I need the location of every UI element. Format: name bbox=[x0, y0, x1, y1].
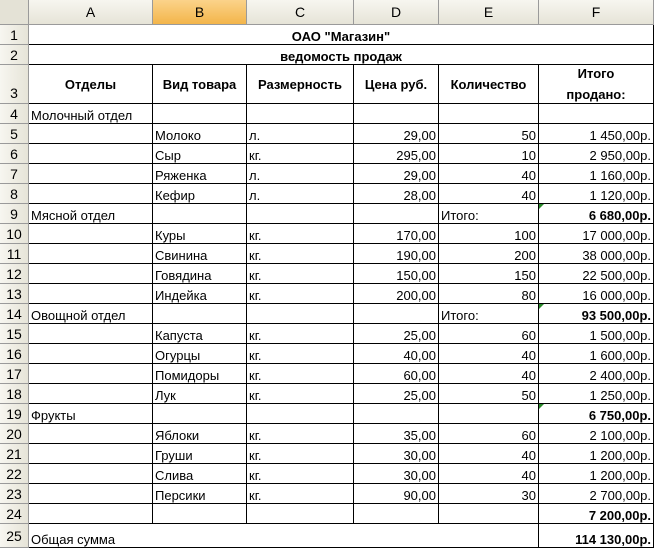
cell-b5[interactable]: Молоко bbox=[153, 124, 247, 144]
cell-c15[interactable]: кг. bbox=[247, 324, 354, 344]
row-header-24[interactable]: 24 bbox=[0, 504, 29, 524]
cell-c11[interactable]: кг. bbox=[247, 244, 354, 264]
cell-d19[interactable] bbox=[354, 404, 439, 424]
cell-e13[interactable]: 80 bbox=[439, 284, 539, 304]
cell-f23[interactable]: 2 700,00р. bbox=[539, 484, 654, 504]
cell-b7[interactable]: Ряженка bbox=[153, 164, 247, 184]
cell-f10[interactable]: 17 000,00р. bbox=[539, 224, 654, 244]
cell-a5[interactable] bbox=[29, 124, 153, 144]
cell-c12[interactable]: кг. bbox=[247, 264, 354, 284]
cell-b23[interactable]: Персики bbox=[153, 484, 247, 504]
cell-e9[interactable]: Итого: bbox=[439, 204, 539, 224]
cell-c6[interactable]: кг. bbox=[247, 144, 354, 164]
header-c[interactable]: Размерность bbox=[247, 65, 354, 104]
column-header-b[interactable]: B bbox=[153, 0, 247, 25]
cell-d20[interactable]: 35,00 bbox=[354, 424, 439, 444]
row-header-9[interactable]: 9 bbox=[0, 204, 29, 224]
cell-e20[interactable]: 60 bbox=[439, 424, 539, 444]
cell-d16[interactable]: 40,00 bbox=[354, 344, 439, 364]
cell-d9[interactable] bbox=[354, 204, 439, 224]
cell-e5[interactable]: 50 bbox=[439, 124, 539, 144]
cell-b19[interactable] bbox=[153, 404, 247, 424]
row-header-3[interactable]: 3 bbox=[0, 65, 29, 104]
cell-e16[interactable]: 40 bbox=[439, 344, 539, 364]
cell-f6[interactable]: 2 950,00р. bbox=[539, 144, 654, 164]
cell-a4[interactable]: Молочный отдел bbox=[29, 104, 153, 124]
row-header-1[interactable]: 1 bbox=[0, 25, 29, 45]
cell-e21[interactable]: 40 bbox=[439, 444, 539, 464]
header-a[interactable]: Отделы bbox=[29, 65, 153, 104]
cell-c22[interactable]: кг. bbox=[247, 464, 354, 484]
cell-f7[interactable]: 1 160,00р. bbox=[539, 164, 654, 184]
cell-d5[interactable]: 29,00 bbox=[354, 124, 439, 144]
cell-d18[interactable]: 25,00 bbox=[354, 384, 439, 404]
cell-f25[interactable]: 114 130,00р. bbox=[539, 524, 654, 548]
error-indicator-icon bbox=[539, 304, 544, 309]
cell-b21[interactable]: Груши bbox=[153, 444, 247, 464]
sheet-subtitle[interactable]: ведомость продаж bbox=[29, 45, 654, 65]
cell-e15[interactable]: 60 bbox=[439, 324, 539, 344]
cell-b11[interactable]: Свинина bbox=[153, 244, 247, 264]
cell-f19[interactable]: 6 750,00р. bbox=[539, 404, 654, 424]
cell-b24[interactable] bbox=[153, 504, 247, 524]
row-header-14[interactable]: 14 bbox=[0, 304, 29, 324]
cell-d24[interactable] bbox=[354, 504, 439, 524]
column-header-f[interactable]: F bbox=[539, 0, 654, 25]
cell-f17[interactable]: 2 400,00р. bbox=[539, 364, 654, 384]
cell-c5[interactable]: л. bbox=[247, 124, 354, 144]
cell-e7[interactable]: 40 bbox=[439, 164, 539, 184]
row-header-2[interactable]: 2 bbox=[0, 45, 29, 65]
cell-d15[interactable]: 25,00 bbox=[354, 324, 439, 344]
row-header-13[interactable]: 13 bbox=[0, 284, 29, 304]
cell-e6[interactable]: 10 bbox=[439, 144, 539, 164]
cell-f18[interactable]: 1 250,00р. bbox=[539, 384, 654, 404]
header-f-line1: Итого bbox=[577, 66, 615, 81]
cell-e11[interactable]: 200 bbox=[439, 244, 539, 264]
cell-f20[interactable]: 2 100,00р. bbox=[539, 424, 654, 444]
cell-e22[interactable]: 40 bbox=[439, 464, 539, 484]
cell-a10[interactable] bbox=[29, 224, 153, 244]
error-indicator-icon bbox=[539, 404, 544, 409]
cell-b20[interactable]: Яблоки bbox=[153, 424, 247, 444]
cell-f11[interactable]: 38 000,00р. bbox=[539, 244, 654, 264]
cell-b16[interactable]: Огурцы bbox=[153, 344, 247, 364]
cell-f22[interactable]: 1 200,00р. bbox=[539, 464, 654, 484]
cell-d4[interactable] bbox=[354, 104, 439, 124]
row-header-6[interactable]: 6 bbox=[0, 144, 29, 164]
cell-f24[interactable]: 7 200,00р. bbox=[539, 504, 654, 524]
row-header-7[interactable]: 7 bbox=[0, 164, 29, 184]
cell-f9[interactable]: 6 680,00р. bbox=[539, 204, 654, 224]
column-header-e[interactable]: E bbox=[439, 0, 539, 25]
cell-c19[interactable] bbox=[247, 404, 354, 424]
row-header-25[interactable]: 25 bbox=[0, 524, 29, 548]
row-header-23[interactable]: 23 bbox=[0, 484, 29, 504]
cell-a16[interactable] bbox=[29, 344, 153, 364]
row-header-19[interactable]: 19 bbox=[0, 404, 29, 424]
cell-c8[interactable]: л. bbox=[247, 184, 354, 204]
cell-a20[interactable] bbox=[29, 424, 153, 444]
cell-c10[interactable]: кг. bbox=[247, 224, 354, 244]
cell-a22[interactable] bbox=[29, 464, 153, 484]
cell-c4[interactable] bbox=[247, 104, 354, 124]
row-header-10[interactable]: 10 bbox=[0, 224, 29, 244]
cell-e23[interactable]: 30 bbox=[439, 484, 539, 504]
row-header-17[interactable]: 17 bbox=[0, 364, 29, 384]
cell-d12[interactable]: 150,00 bbox=[354, 264, 439, 284]
cell-d7[interactable]: 29,00 bbox=[354, 164, 439, 184]
header-e[interactable]: Количество bbox=[439, 65, 539, 104]
row-header-21[interactable]: 21 bbox=[0, 444, 29, 464]
cell-b18[interactable]: Лук bbox=[153, 384, 247, 404]
header-d[interactable]: Цена руб. bbox=[354, 65, 439, 104]
cell-e19[interactable] bbox=[439, 404, 539, 424]
cell-c17[interactable]: кг. bbox=[247, 364, 354, 384]
cell-f12[interactable]: 22 500,00р. bbox=[539, 264, 654, 284]
cell-c23[interactable]: кг. bbox=[247, 484, 354, 504]
cell-e12[interactable]: 150 bbox=[439, 264, 539, 284]
cell-a6[interactable] bbox=[29, 144, 153, 164]
cell-c14[interactable] bbox=[247, 304, 354, 324]
cell-d10[interactable]: 170,00 bbox=[354, 224, 439, 244]
cell-d13[interactable]: 200,00 bbox=[354, 284, 439, 304]
cell-e4[interactable] bbox=[439, 104, 539, 124]
header-b[interactable]: Вид товара bbox=[153, 65, 247, 104]
cell-b12[interactable]: Говядина bbox=[153, 264, 247, 284]
cell-e24[interactable] bbox=[439, 504, 539, 524]
cell-e10[interactable]: 100 bbox=[439, 224, 539, 244]
cell-c18[interactable]: кг. bbox=[247, 384, 354, 404]
cell-d6[interactable]: 295,00 bbox=[354, 144, 439, 164]
cell-d17[interactable]: 60,00 bbox=[354, 364, 439, 384]
cell-f8[interactable]: 1 120,00р. bbox=[539, 184, 654, 204]
cell-b17[interactable]: Помидоры bbox=[153, 364, 247, 384]
cell-a23[interactable] bbox=[29, 484, 153, 504]
cell-a13[interactable] bbox=[29, 284, 153, 304]
cell-c20[interactable]: кг. bbox=[247, 424, 354, 444]
cell-b6[interactable]: Сыр bbox=[153, 144, 247, 164]
cell-d11[interactable]: 190,00 bbox=[354, 244, 439, 264]
cell-e17[interactable]: 40 bbox=[439, 364, 539, 384]
cell-a19[interactable]: Фрукты bbox=[29, 404, 153, 424]
cell-a8[interactable] bbox=[29, 184, 153, 204]
cell-a17[interactable] bbox=[29, 364, 153, 384]
cell-c7[interactable]: л. bbox=[247, 164, 354, 184]
cell-b4[interactable] bbox=[153, 104, 247, 124]
cell-d8[interactable]: 28,00 bbox=[354, 184, 439, 204]
sheet-title[interactable]: ОАО "Магазин" bbox=[29, 25, 654, 45]
cell-e18[interactable]: 50 bbox=[439, 384, 539, 404]
cell-b15[interactable]: Капуста bbox=[153, 324, 247, 344]
header-f[interactable] bbox=[539, 65, 654, 104]
select-all-corner[interactable] bbox=[0, 0, 29, 25]
cell-d14[interactable] bbox=[354, 304, 439, 324]
cell-a21[interactable] bbox=[29, 444, 153, 464]
row-header-11[interactable]: 11 bbox=[0, 244, 29, 264]
row-header-4[interactable]: 4 bbox=[0, 104, 29, 124]
column-header-d[interactable]: D bbox=[354, 0, 439, 25]
cell-a7[interactable] bbox=[29, 164, 153, 184]
cell-b9[interactable] bbox=[153, 204, 247, 224]
cell-a15[interactable] bbox=[29, 324, 153, 344]
header-f-line2: продано: bbox=[566, 87, 626, 102]
cell-a24[interactable] bbox=[29, 504, 153, 524]
cell-e8[interactable]: 40 bbox=[439, 184, 539, 204]
cell-e14[interactable]: Итого: bbox=[439, 304, 539, 324]
cell-f21[interactable]: 1 200,00р. bbox=[539, 444, 654, 464]
cell-a9[interactable]: Мясной отдел bbox=[29, 204, 153, 224]
cell-f15[interactable]: 1 500,00р. bbox=[539, 324, 654, 344]
row-header-15[interactable]: 15 bbox=[0, 324, 29, 344]
cell-c24[interactable] bbox=[247, 504, 354, 524]
cell-b8[interactable]: Кефир bbox=[153, 184, 247, 204]
cell-b22[interactable]: Слива bbox=[153, 464, 247, 484]
row-header-22[interactable]: 22 bbox=[0, 464, 29, 484]
cell-d22[interactable]: 30,00 bbox=[354, 464, 439, 484]
cell-c13[interactable]: кг. bbox=[247, 284, 354, 304]
cell-b14[interactable] bbox=[153, 304, 247, 324]
cell-a12[interactable] bbox=[29, 264, 153, 284]
cell-a25[interactable]: Общая сумма bbox=[29, 524, 539, 548]
cell-f14[interactable]: 93 500,00р. bbox=[539, 304, 654, 324]
row-header-20[interactable]: 20 bbox=[0, 424, 29, 444]
cell-a11[interactable] bbox=[29, 244, 153, 264]
cell-c16[interactable]: кг. bbox=[247, 344, 354, 364]
error-indicator-icon bbox=[539, 204, 544, 209]
cell-f13[interactable]: 16 000,00р. bbox=[539, 284, 654, 304]
column-header-a[interactable]: A bbox=[29, 0, 153, 25]
cell-a14[interactable]: Овощной отдел bbox=[29, 304, 153, 324]
row-header-12[interactable]: 12 bbox=[0, 264, 29, 284]
cell-f4[interactable] bbox=[539, 104, 654, 124]
cell-b13[interactable]: Индейка bbox=[153, 284, 247, 304]
cell-b10[interactable]: Куры bbox=[153, 224, 247, 244]
cell-c9[interactable] bbox=[247, 204, 354, 224]
cell-d23[interactable]: 90,00 bbox=[354, 484, 439, 504]
cell-f5[interactable]: 1 450,00р. bbox=[539, 124, 654, 144]
cell-c21[interactable]: кг. bbox=[247, 444, 354, 464]
cell-f16[interactable]: 1 600,00р. bbox=[539, 344, 654, 364]
row-header-16[interactable]: 16 bbox=[0, 344, 29, 364]
cell-d21[interactable]: 30,00 bbox=[354, 444, 439, 464]
row-header-8[interactable]: 8 bbox=[0, 184, 29, 204]
row-header-5[interactable]: 5 bbox=[0, 124, 29, 144]
cell-a18[interactable] bbox=[29, 384, 153, 404]
column-header-c[interactable]: C bbox=[247, 0, 354, 25]
row-header-18[interactable]: 18 bbox=[0, 384, 29, 404]
